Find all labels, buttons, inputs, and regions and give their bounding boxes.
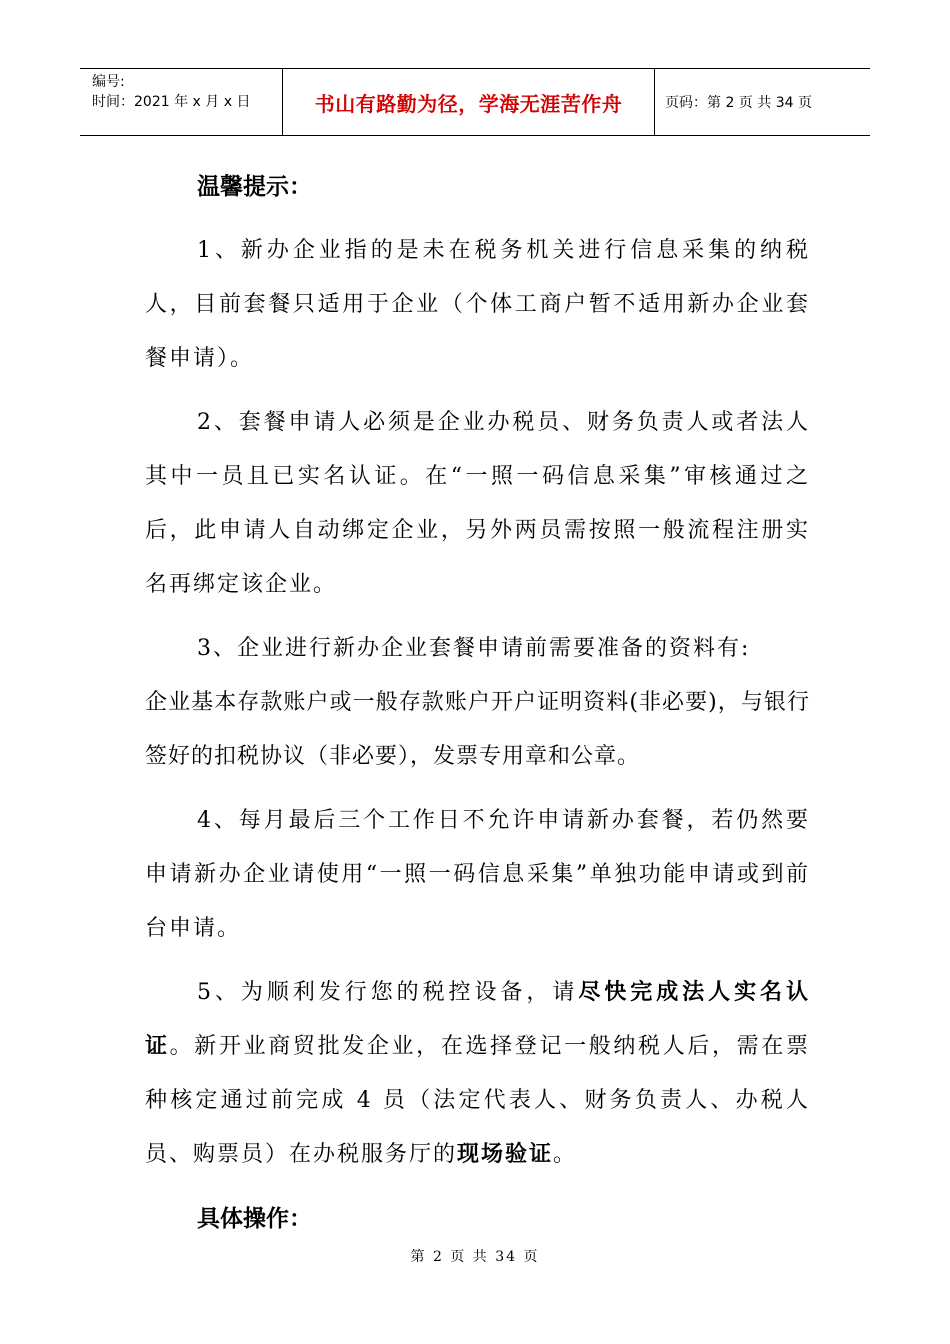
tip-paragraph-2: 2、套餐申请人必须是企业办税员、财务负责人或者法人其中一员且已实名认证。在“一照一码信息采集”审核通过之后，此申请人自动绑定企业，另外两员需按照一般流程注册实名再绑定该企业。 [145,410,810,597]
tip-5-bold-realname: 尽快完成法人实名认证 [145,980,810,1059]
tip-paragraph-3-line-2: 企业基本存款账户或一般存款账户开户证明资料(非必要)，与银行签好的扣税协议（非必要），发票专用章和公章。 [145,690,810,769]
tip-paragraph-4: 4、每月最后三个工作日不允许申请新办套餐，若仍然要申请新办企业请使用“一照一码信息采集”单独功能申请或到前台申请。 [145,808,810,941]
tip-5-text-a: 5、为顺利发行您的税控设备，请 [197,980,579,1005]
tips-heading: 温馨提示： [197,174,312,200]
tip-paragraph-5 [145,966,810,1182]
operations-heading: 具体操作： [197,1206,312,1232]
document-body [145,160,810,1246]
page-footer: 第 2 页 共 34 页 [410,1249,540,1265]
document-time-label: 时间：2021 年 x 月 x 日 [92,94,251,110]
header-meta-cell [80,69,283,135]
tip-paragraph-1: 1、新办企业指的是未在税务机关进行信息采集的纳税人，目前套餐只适用于企业（个体工商户暂不适用新办企业套餐申请）。 [145,238,810,371]
tip-5-text-b: 。新开业商贸批发企业，在选择登记一般纳税人后，需在票种核定通过前完成 4 员（法定代表人、财务负责人、办税人员、购票员）在办税服务厅的 [145,1034,810,1167]
document-number-label: 编号: [92,74,125,90]
document-header [80,68,870,136]
tip-5-bold-onsite: 现场验证 [457,1142,554,1167]
tip-paragraph-3-line-1: 3、企业进行新办企业套餐申请前需要准备的资料有: [197,636,751,661]
header-motto: 书山有路勤为径，学海无涯苦作舟 [283,69,655,135]
tip-5-text-c: 。 [553,1142,578,1167]
header-page-info: 页码：第 2 页 共 34 页 [665,95,812,111]
